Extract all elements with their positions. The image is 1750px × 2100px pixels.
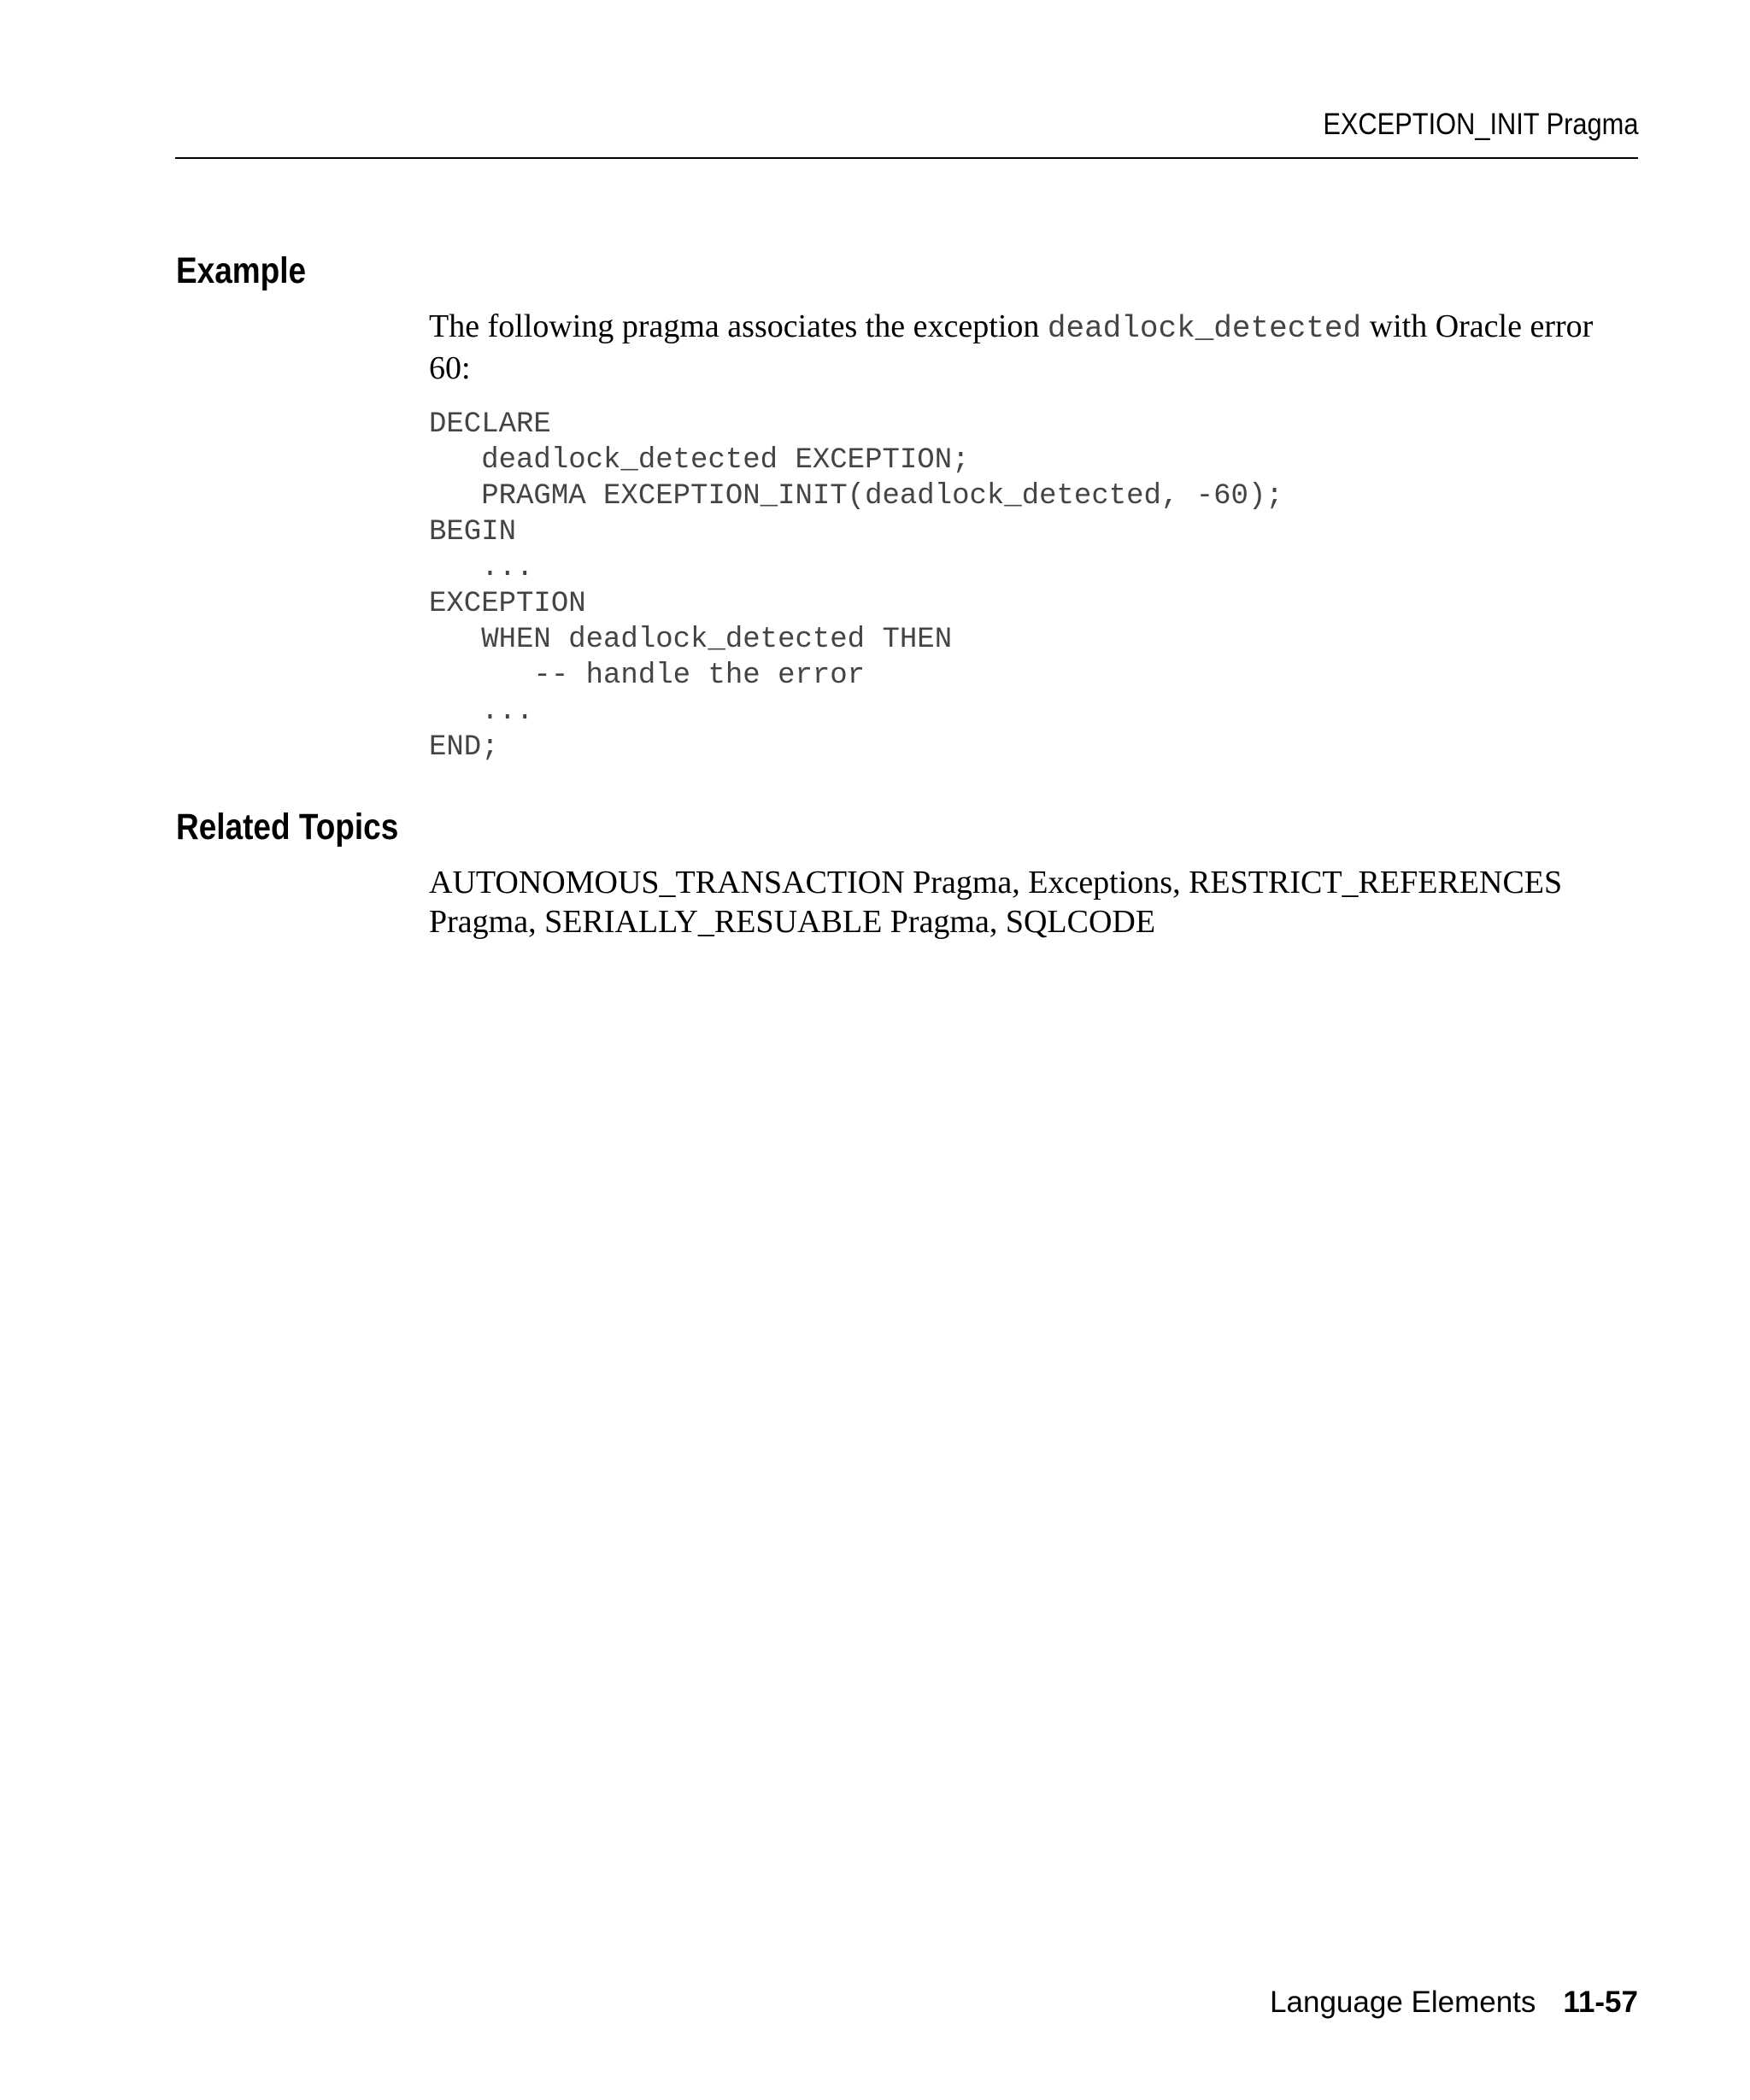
footer-chapter-title: Language Elements [1270,1986,1536,2019]
code-line: WHEN deadlock_detected THEN [429,624,953,656]
related-topics-links[interactable]: AUTONOMOUS_TRANSACTION Pragma, Exceptions, RESTRICT_REFERENCES Pragma, SERIALLY_RESUABLE Pragma, SQLCODE [429,865,1563,940]
code-line: -- handle the error [429,660,866,692]
example-heading: Example [176,250,307,291]
inline-code-identifier: deadlock_detected [1047,311,1362,346]
intro-text-after: with Oracle error 60: [429,308,1594,386]
code-line: DECLARE [429,408,551,441]
example-intro-paragraph [429,307,1641,388]
code-example-block [429,407,1283,766]
code-line: EXCEPTION [429,588,586,620]
code-line: BEGIN [429,516,517,548]
page-footer [1270,1985,1638,2021]
related-topics-heading: Related Topics [176,807,399,848]
code-line: deadlock_detected EXCEPTION; [429,444,970,477]
code-line: PRAGMA EXCEPTION_INIT(deadlock_detected, -60); [429,480,1283,513]
footer-page-number: 11-57 [1563,1986,1638,2019]
code-line: ... [429,552,534,584]
code-line: END; [429,731,499,764]
code-line: ... [429,695,534,728]
intro-text-before: The following pragma associates the exception [429,308,1048,344]
running-header [175,104,1638,159]
running-header-title: EXCEPTION_INIT Pragma [1322,108,1638,141]
